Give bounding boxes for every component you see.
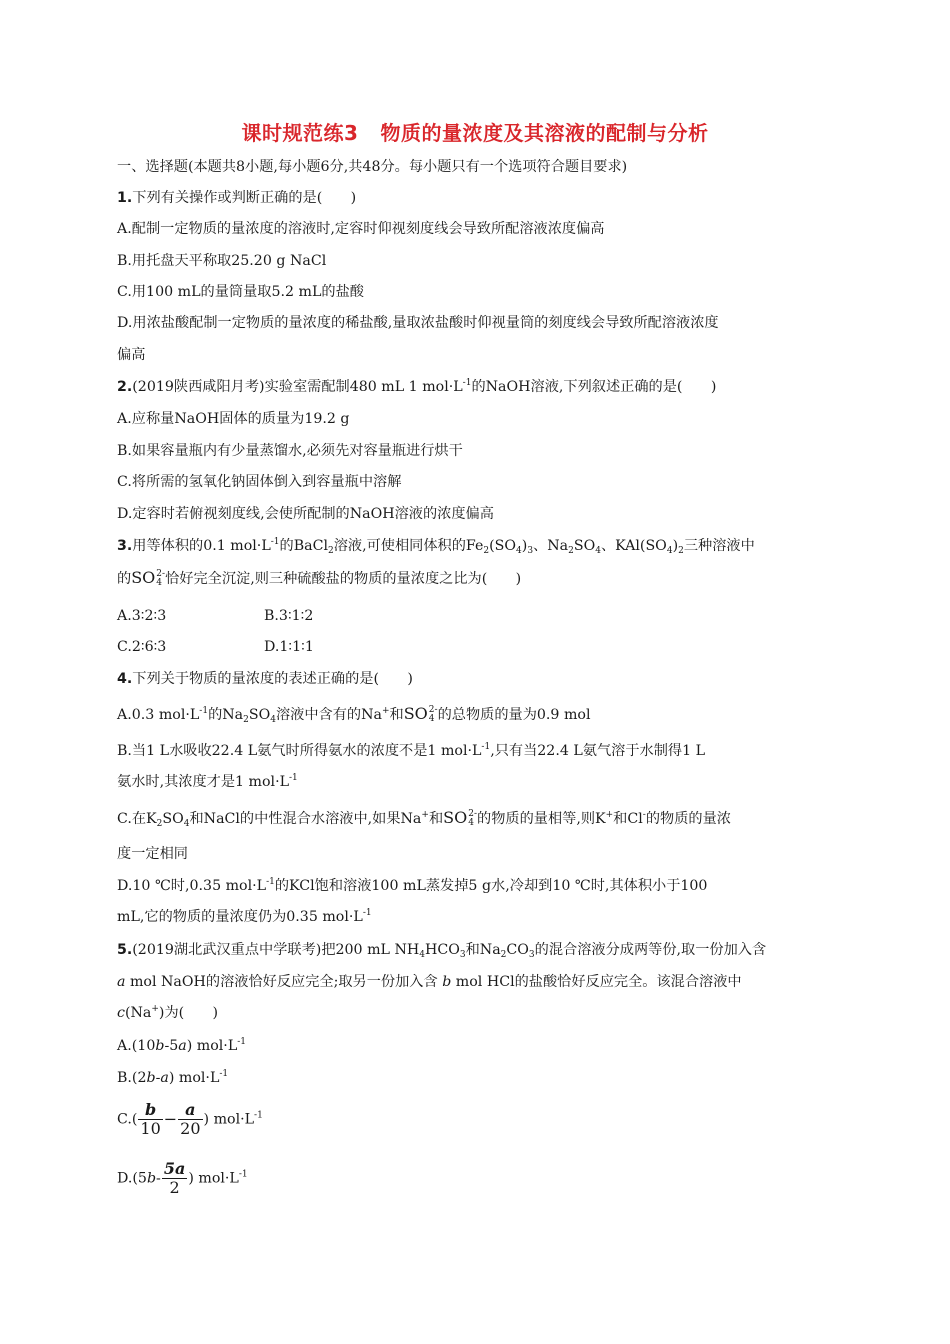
question-3-option-c: C.2∶6∶3 — [117, 639, 167, 655]
question-2-option-d: D.定容时若俯视刻度线,会使所配制的NaOH溶液的浓度偏高 — [117, 506, 494, 522]
question-2-stem: 2.(2019陕西咸阳月考)实验室需配制480 mL 1 $mol\cdot L^{-1}$的NaOH溶液,下列叙述正确的是( ) — [117, 378, 717, 395]
fraction-a-over-20: $\frac{a}{20}$ — [180, 1100, 201, 1138]
question-4-option-b-cont: 氨水时,其浓度才是1 $mol\cdot L^{-1}$ — [117, 773, 298, 790]
question-1-option-d: D.用浓盐酸配制一定物质的量浓度的稀盐酸,量取浓盐酸时仰视量筒的刻度线会导致所配溶液浓度 — [117, 315, 719, 331]
question-4-stem: 4.下列关于物质的量浓度的表述正确的是( ) — [117, 671, 413, 687]
sulfate-ion: SO 2- 4 — [131, 568, 166, 588]
question-1-stem: 1.下列有关操作或判断正确的是( ) — [117, 190, 357, 206]
question-4-option-a: A.0.3 $mol\cdot L^{-1}$的$Na_2SO_4$溶液中含有的Na+和SO 2- 4 的总物质的量为0.9 mol — [117, 704, 591, 725]
question-1-option-a: A.配制一定物质的量浓度的溶液时,定容时仰视刻度线会导致所配溶液浓度偏高 — [117, 221, 605, 237]
question-1-option-d-cont: 偏高 — [117, 347, 146, 363]
question-2-option-b: B.如果容量瓶内有少量蒸馏水,必须先对容量瓶进行烘干 — [117, 443, 463, 459]
title-topic: 物质的量浓度及其溶液的配制与分析 — [380, 121, 709, 145]
question-2-option-a: A.应称量NaOH固体的质量为19.2 g — [117, 411, 350, 427]
question-4-option-d: D.10 ℃时,0.35 $mol\cdot L^{-1}$的KCl饱和溶液100 mL蒸发掉5 g水,冷却到10 ℃时,其体积小于100 — [117, 877, 708, 894]
question-5-option-d: D.(5b- $\frac{5a}{2}$ ) $mol\cdot L^{-1}$ — [117, 1159, 248, 1197]
sulfate-ion: SO 2- 4 — [403, 704, 438, 724]
question-4-option-c-cont: 度一定相同 — [117, 846, 188, 862]
question-5-option-a: A.(10b-5a) $mol\cdot L^{-1}$ — [117, 1037, 247, 1054]
question-5-stem-cont: a mol NaOH的溶液恰好反应完全;取另一份加入含 b mol HCl的盐酸恰好反应完全。该混合溶液中 — [117, 974, 742, 990]
question-4-option-d-cont: mL,它的物质的量浓度仍为0.35 $mol\cdot L^{-1}$ — [117, 908, 372, 925]
section-heading: 一、选择题(本题共8小题,每小题6分,共48分。每小题只有一个选项符合题目要求) — [117, 159, 628, 175]
question-5-stem-cont-2: c(Na+)为( ) — [117, 1004, 219, 1021]
question-1-option-c: C.用100 mL的量筒量取5.2 mL的盐酸 — [117, 284, 364, 300]
question-1-option-b: B.用托盘天平称取25.20 g NaCl — [117, 253, 327, 269]
question-5-option-c: C.( $\frac{b}{10}$ − $\frac{a}{20}$ ) $mol\cdot L^{-1}$ — [117, 1100, 263, 1138]
question-3-stem: 3.用等体积的0.1 $mol\cdot L^{-1}$的BaCl$_2$溶液,可使相同体积的$Fe_2(SO_4)_3$、$Na_2SO_4$、$KAl(SO_4)_2$三种溶液中 — [117, 537, 755, 556]
fraction-b-over-10: $\frac{b}{10}$ — [140, 1100, 161, 1138]
question-3-option-d: D.1∶1∶1 — [264, 639, 314, 655]
question-5-option-b: B.(2b-a) $mol\cdot L^{-1}$ — [117, 1069, 229, 1086]
page-title — [0, 117, 950, 146]
question-3-option-b: B.3∶1∶2 — [264, 608, 314, 624]
question-4-option-c: C.在$K_2SO_4$和NaCl的中性混合水溶液中,如果Na+和SO 2- 4 的物质的量相等,则K+和Cl-的物质的量浓 — [117, 808, 731, 829]
question-3-stem-cont: 的SO 2- 4 恰好完全沉淀,则三种硫酸盐的物质的量浓度之比为( ) — [117, 568, 522, 588]
title-lesson: 课时规范练3 — [241, 121, 359, 145]
question-2-option-c: C.将所需的氢氧化钠固体倒入到容量瓶中溶解 — [117, 474, 402, 490]
sulfate-ion: SO 2- 4 — [443, 808, 477, 828]
question-5-stem: 5.(2019湖北武汉重点中学联考)把200 mL $NH_4HCO_3$和$Na_2CO_3$的混合溶液分成两等份,取一份加入含 — [117, 942, 767, 960]
question-4-option-b: B.当1 L水吸收22.4 L氨气时所得氨水的浓度不是1 $mol\cdot L^{-1}$,只有当22.4 L氨气溶于水制得1 L — [117, 742, 706, 759]
fraction-5a-over-2: $\frac{5a}{2}$ — [163, 1159, 186, 1197]
question-3-option-a: A.3∶2∶3 — [117, 608, 167, 624]
